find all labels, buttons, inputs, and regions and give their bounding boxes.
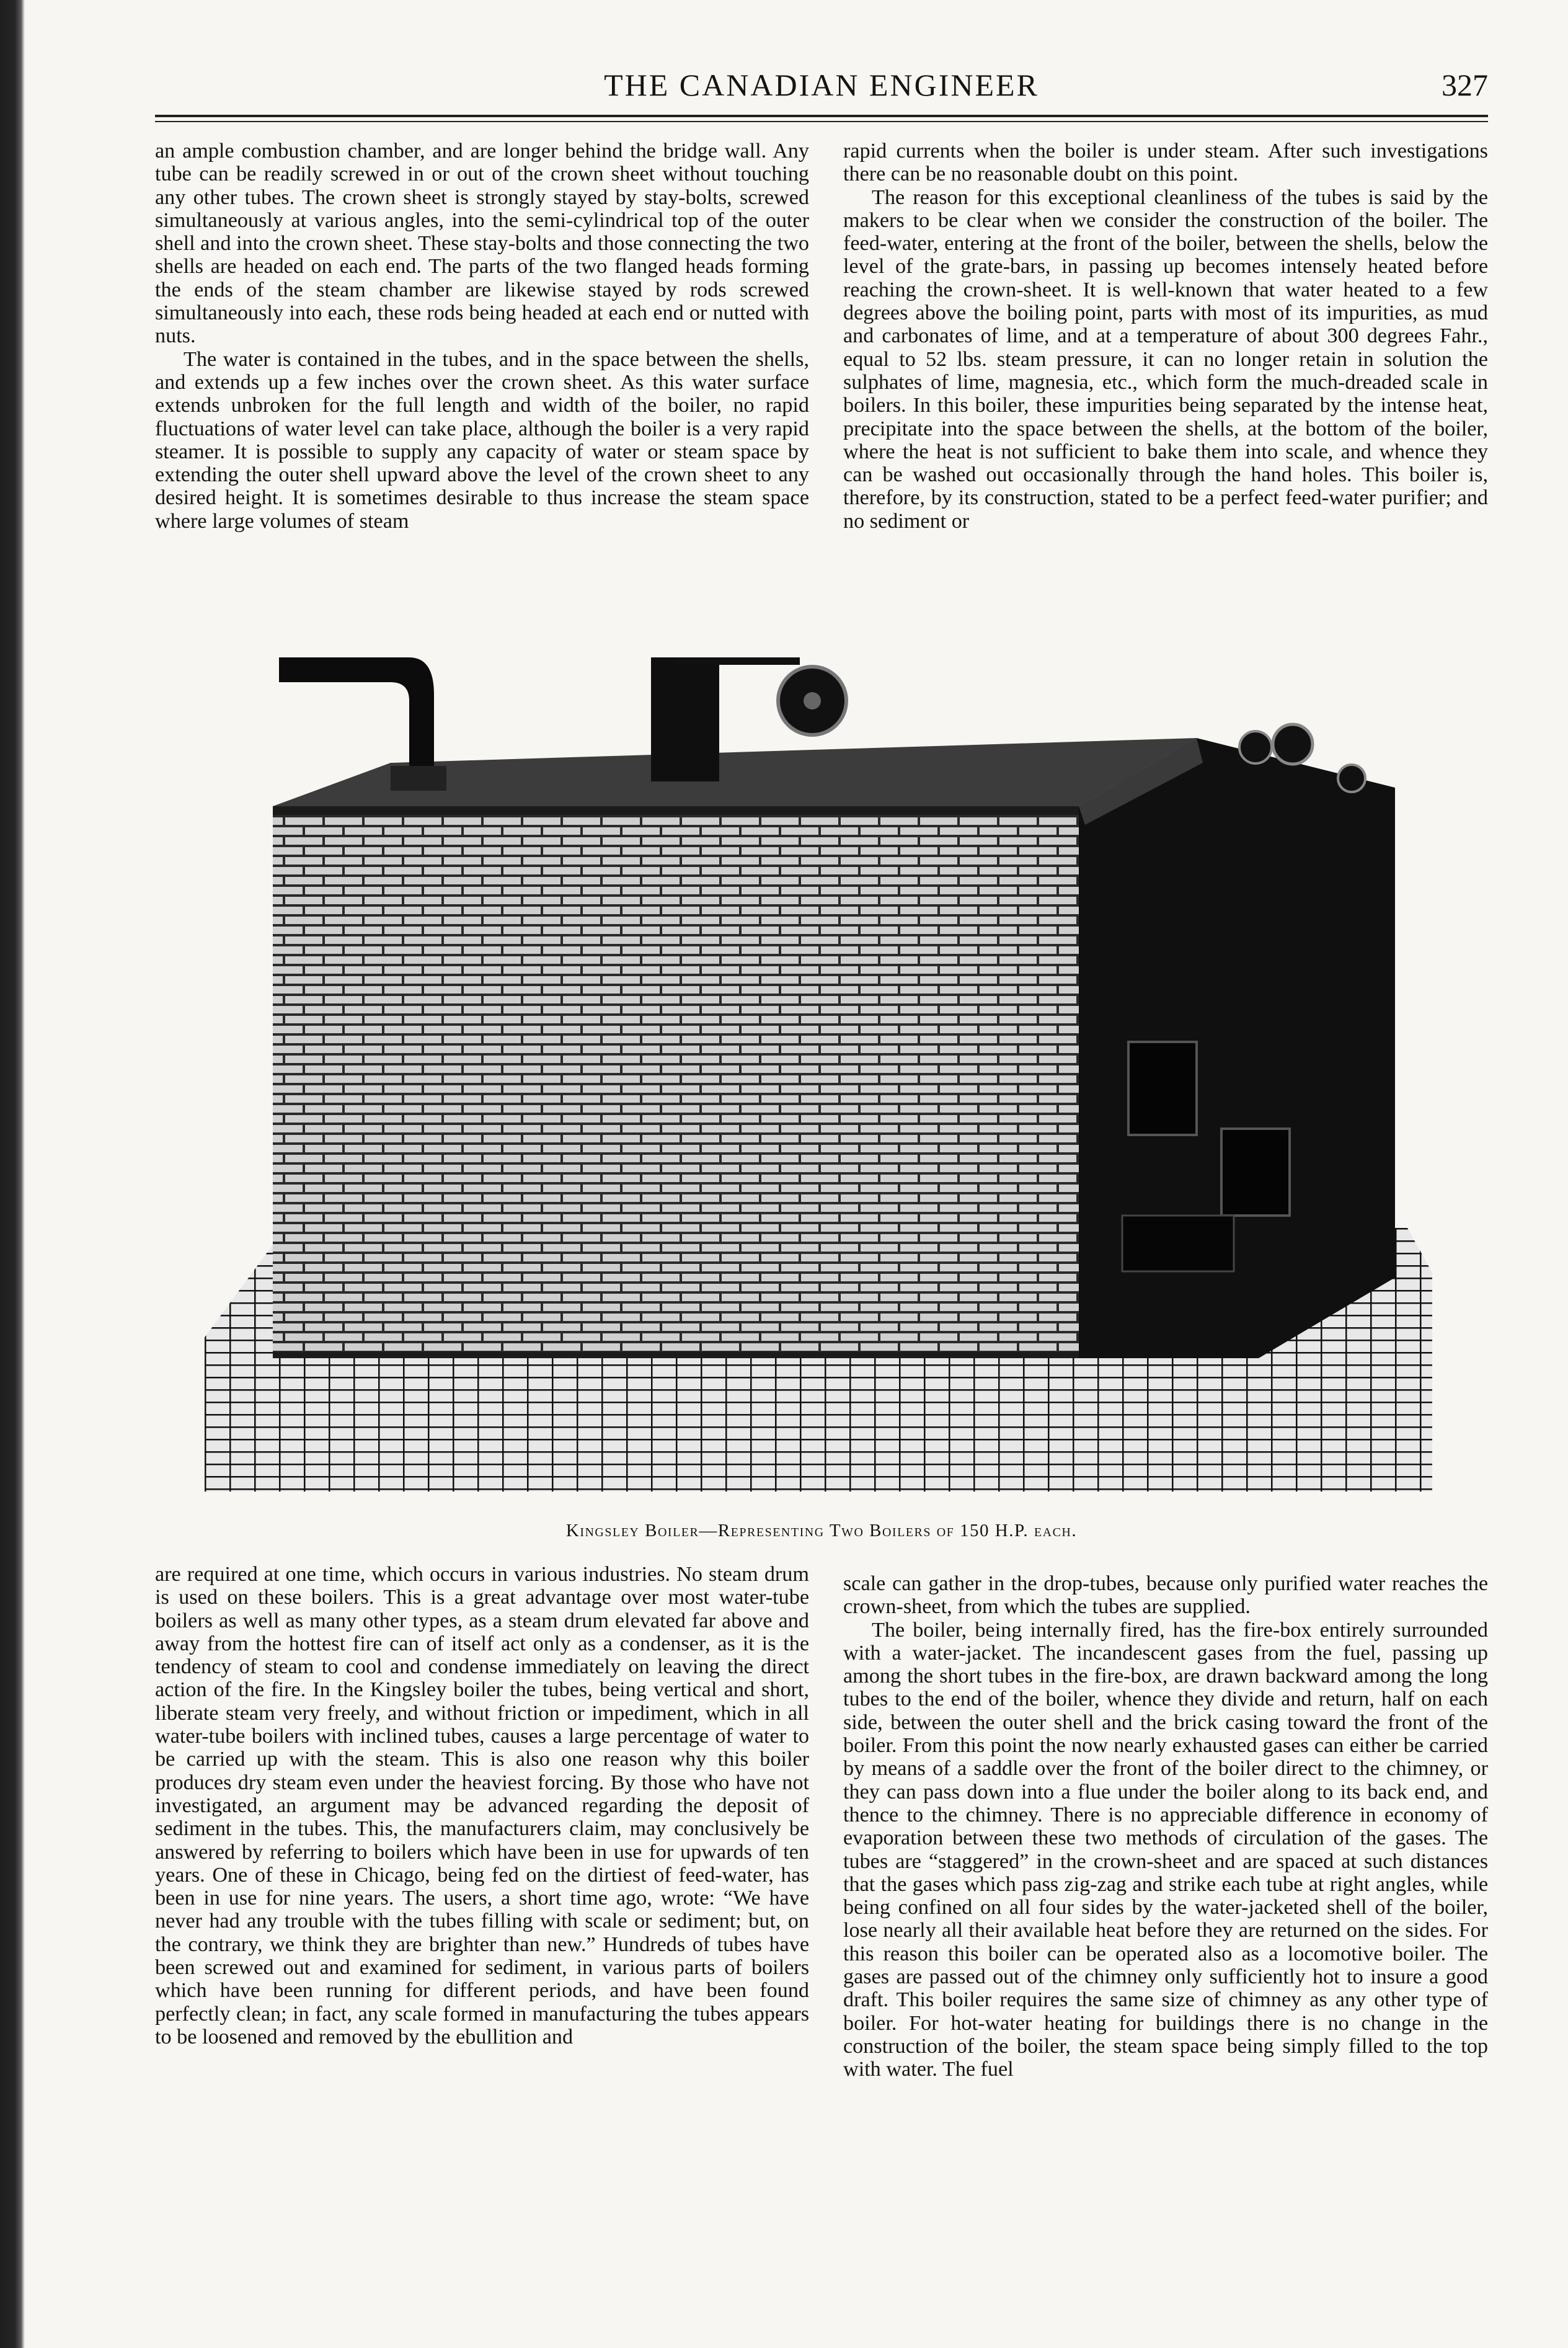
header-rule	[155, 115, 1488, 117]
column-bottom-right	[843, 1572, 1488, 2081]
paragraph: The reason for this exceptional cleanliness of the tubes is said by the makers to be clear when we consider the construction of the boiler. The feed-water, entering at the front of the boiler, between the shells, below the level of the grate-bars, in passing up becomes intensely heated before reaching the crown-sheet. It is well-known that water heated to a few degrees above the boiling point, parts with most of its impurities, as mud and carbonates of lime, and at a temperature of about 300 degrees Fahr., equal to 52 lbs. steam pressure, it can no longer retain in solution the sulphates of lime, magnesia, etc., which form the much-dreaded scale in boilers. In this boiler, these impurities being separated by the intense heat, precipitate into the space between the shells, at the bottom of the boiler, where the heat is not sufficient to bake them into scale, and whence they can be washed out occasionally through the hand holes. This boiler is, therefore, by its construction, stated to be a perfect feed-water purifier; and no sediment or	[843, 185, 1488, 533]
running-header	[155, 67, 1488, 110]
gauge-icon	[1338, 765, 1365, 792]
binding-edge	[0, 0, 25, 2348]
ash-pit-door	[1221, 1129, 1290, 1216]
paragraph: scale can gather in the drop-tubes, because only purified water reaches the crown-sheet, from which the tubes are supplied.	[843, 1572, 1488, 1619]
boiler-engraving	[205, 657, 1432, 1513]
furnace-door	[1128, 1042, 1197, 1135]
gauge-icon	[1239, 731, 1272, 763]
figure-caption: Kingsley Boiler—Representing Two Boilers of 150 H.P. each.	[565, 1521, 1078, 1541]
column-top-left	[155, 140, 809, 533]
journal-title: THE CANADIAN ENGINEER	[604, 68, 1039, 102]
safety-valve	[651, 657, 719, 781]
paragraph: The water is contained in the tubes, and in the space between the shells, and extends up a few inches over the crown sheet. As this water surface extends unbroken for the full length and width of the boiler, no rapid fluctuations of water level can take place, although the boiler is a very rapid steamer. It is possible to supply any capacity of water or steam space by extending the outer shell upward above the level of the crown sheet to any desired height. It is sometimes desirable to thus increase the steam space where large volumes of steam	[155, 347, 809, 533]
gauge-icon	[1273, 724, 1313, 764]
header-rule-thin	[155, 121, 1488, 122]
paragraph: rapid currents when the boiler is under steam. After such investigations there can be no reasonable doubt on this point.	[843, 140, 1488, 186]
paragraph: The boiler, being internally fired, has the fire-box entirely surrounded with a water-jacket. The incandescent gases from the fuel, passing up among the short tubes in the fire-box, are drawn backward among the long tubes to the end of the boiler, whence they divide and return, half on each side, between the outer shell and the brick casing toward the front of the boiler. From this point the now nearly exhausted gases can either be carried by means of a saddle over the front of the boiler direct to the chimney, or they can pass down into a flue under the boiler along to its back end, and thence to the chimney. There is no appreciable difference in economy of evaporation between these two methods of circulation of the gases. The tubes are “staggered” in the crown-sheet and are spaced at such distances that the gases which pass zig-zag and strike each tube at right angles, while being confined on all four sides by the water-jacketed shell of the boiler, lose nearly all their available heat before they are returned on the sides. For this reason this boiler can be operated also as a locomotive boiler. The gases are passed out of the chimney only sufficiently hot to insure a good draft. This boiler requires the same size of chimney as any other type of boiler. For hot-water heating for buildings there is no change in the construction of the boiler, the steam space being simply filled to the top with water. The fuel	[843, 1618, 1488, 2081]
column-bottom-left	[155, 1563, 809, 2048]
boiler-illustration	[205, 657, 1432, 1513]
steam-pipe-elbow	[279, 657, 434, 769]
page-number: 327	[1442, 68, 1488, 102]
column-top-right	[843, 140, 1488, 533]
brick-setting-front	[273, 806, 1079, 1358]
paragraph: are required at one time, which occurs in various industries. No steam drum is used on these boilers. This is a great advantage over most water-tube boilers as well as many other types, as a steam drum elevated far above and away from the hottest fire can of itself act only as a condenser, as it is the tendency of steam to cool and condense immediately on leaving the direct action of the fire. In the Kingsley boiler the tubes, being vertical and short, liberate steam very freely, and without friction or impediment, which in all water-tube boilers with inclined tubes, causes a large percentage of water to be carried up with the steam. This is also one reason why this boiler produces dry steam even under the heaviest forcing. By those who have not investigated, an argument may be advanced regarding the deposit of sediment in the tubes. This, the manufacturers claim, may conclusively be answered by referring to boilers which have been in use for upwards of ten years. One of these in Chicago, being fed on the dirtiest of feed-water, has been in use for nine years. The users, a short time ago, wrote: “We have never had any trouble with the tubes filling with scale or sediment; but, on the contrary, we think they are brighter than new.” Hundreds of tubes have been screwed out and examined for sediment, in various parts of boilers which have been running for different periods, and have been found perfectly clean; in fact, any scale formed in manufacturing the tubes appears to be loosened and removed by the ebullition and	[155, 1563, 809, 2048]
paragraph: an ample combustion chamber, and are longer behind the bridge wall. Any tube can be readily screwed in or out of the crown sheet without touching any other tubes. The crown sheet is strongly stayed by stay-bolts, screwed simultaneously at various angles, into the semi-cylindrical top of the outer shell and into the crown sheet. These stay-bolts and those connecting the two shells are headed on each end. The parts of the two flanged heads forming the ends of the steam chamber are likewise stayed by rods screwed simultaneously into each, these rods being headed at each end or nutted with nuts.	[155, 140, 809, 348]
